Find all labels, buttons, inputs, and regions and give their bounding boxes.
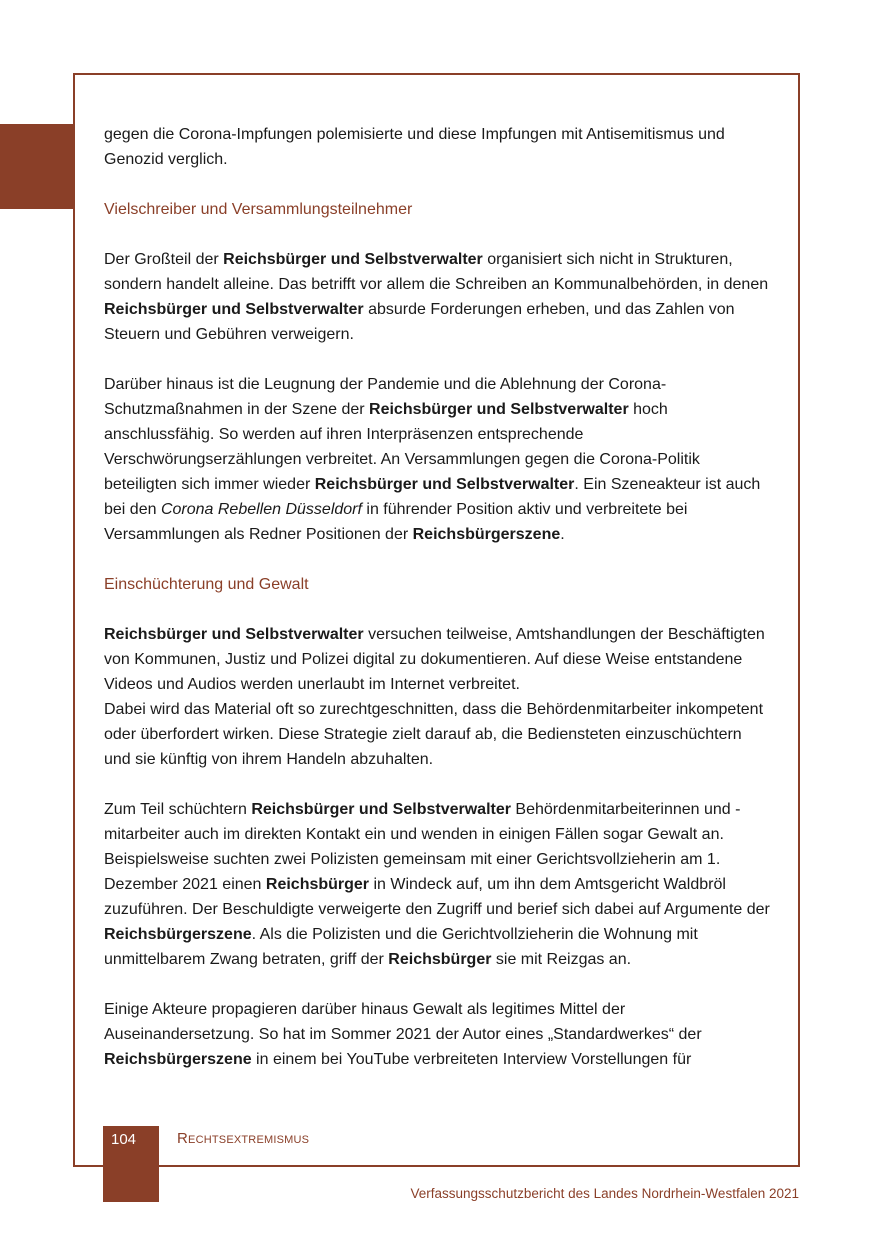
italic-name: Corona Rebellen Düsseldorf: [160, 501, 362, 518]
running-section-title: Rechtsextremismus: [177, 1130, 310, 1147]
emphasis: Reichsbürger und Selbstverwalter: [314, 476, 575, 493]
emphasis: Reichsbürger und Selbstverwalter: [369, 401, 629, 418]
side-color-tab: [0, 124, 74, 209]
publication-title: Verfassungsschutzbericht des Landes Nordrhein-Westfalen 2021: [410, 1186, 799, 1201]
emphasis: Reichsbürger: [265, 876, 370, 893]
paragraph: Reichsbürger und Selbstverwalter versuchen teilweise, Amtshandlungen der Beschäftigten von Kommunen, Justiz und Polizei digital zu dokumentieren. Auf diese Weise entstandene Videos und Audios werden unerlaubt im Internet verbreitet.: [104, 626, 765, 693]
section-heading-einschuechterung: Einschüchterung und Gewalt: [104, 576, 309, 593]
emphasis: Reichsbürgerszene: [104, 926, 252, 943]
paragraph: Dabei wird das Material oft so zurechtgeschnitten, dass die Behördenmitarbeiter inkompetent oder überfordert wirken. Diese Strategie zielt darauf ab, die Bediensteten einzuschüchtern und sie künftig von ihrem Handeln abzuhalten.: [104, 701, 764, 768]
emphasis: Reichsbürgerszene: [412, 526, 561, 543]
emphasis: Reichsbürger: [388, 951, 492, 968]
paragraph: Darüber hinaus ist die Leugnung der Pandemie und die Ablehnung der Corona-Schutzmaßnahmen in der Szene der Reichsbürger und Selbstverwalter hoch anschlussfähig. So werden auf ihren Interpräsenzen entsprechende Verschwörungserzählungen verbreitet. An Versammlungen gegen die Corona-Politik beteiligten sich immer wieder Reichsbürger und Selbstverwalter. Ein Szeneakteur ist auch bei den Corona Rebellen Düsseldorf in führender Position aktiv und verbreitete bei Versammlungen als Redner Positionen der Reichsbürgerszene.: [104, 376, 761, 543]
paragraph: Einige Akteure propagieren darüber hinaus Gewalt als legitimes Mittel der Auseinandersetzung. So hat im Sommer 2021 der Autor eines „Standardwerkes“ der Reichsbürgerszene in einem bei YouTube verbreiteten Interview Vorstellungen für: [104, 1001, 702, 1068]
emphasis: Reichsbürgerszene: [104, 1051, 252, 1068]
paragraph: gegen die Corona-Impfungen polemisierte und diese Impfungen mit Antisemitismus und Genozid verglich.: [104, 126, 725, 168]
page-number: 104: [111, 1131, 137, 1148]
emphasis: Reichsbürger und Selbstverwalter: [104, 301, 364, 318]
paragraph: Der Großteil der Reichsbürger und Selbstverwalter organisiert sich nicht in Strukturen, sondern handelt alleine. Das betrifft vor allem die Schreiben an Kommunalbehörden, in denen Reichsbürger und Selbstverwalter absurde Forderungen erheben, und das Zahlen von Steuern und Gebühren verweigern.: [104, 251, 769, 343]
section-heading-vielschreiber: Vielschreiber und Versammlungsteilnehmer: [104, 201, 413, 218]
emphasis: Reichsbürger und Selbstverwalter: [104, 626, 364, 643]
emphasis: Reichsbürger und Selbstverwalter: [251, 801, 511, 818]
body-text: [104, 122, 772, 1072]
emphasis: Reichsbürger und Selbstverwalter: [223, 251, 483, 268]
paragraph: Zum Teil schüchtern Reichsbürger und Selbstverwalter Behördenmitarbeiterinnen und -mitarbeiter auch im direkten Kontakt ein und wenden in einigen Fällen sogar Gewalt an. Beispielsweise suchten zwei Polizisten gemeinsam mit einer Gerichtsvollzieherin am 1. Dezember 2021 einen Reichsbürger in Windeck auf, um ihn dem Amtsgericht Waldbröl zuzuführen. Der Beschuldigte verweigerte den Zugriff und berief sich dabei auf Argumente der Reichsbürgerszene. Als die Polizisten und die Gerichtvollzieherin die Wohnung mit unmittelbarem Zwang betraten, griff der Reichsbürger sie mit Reizgas an.: [104, 801, 770, 968]
